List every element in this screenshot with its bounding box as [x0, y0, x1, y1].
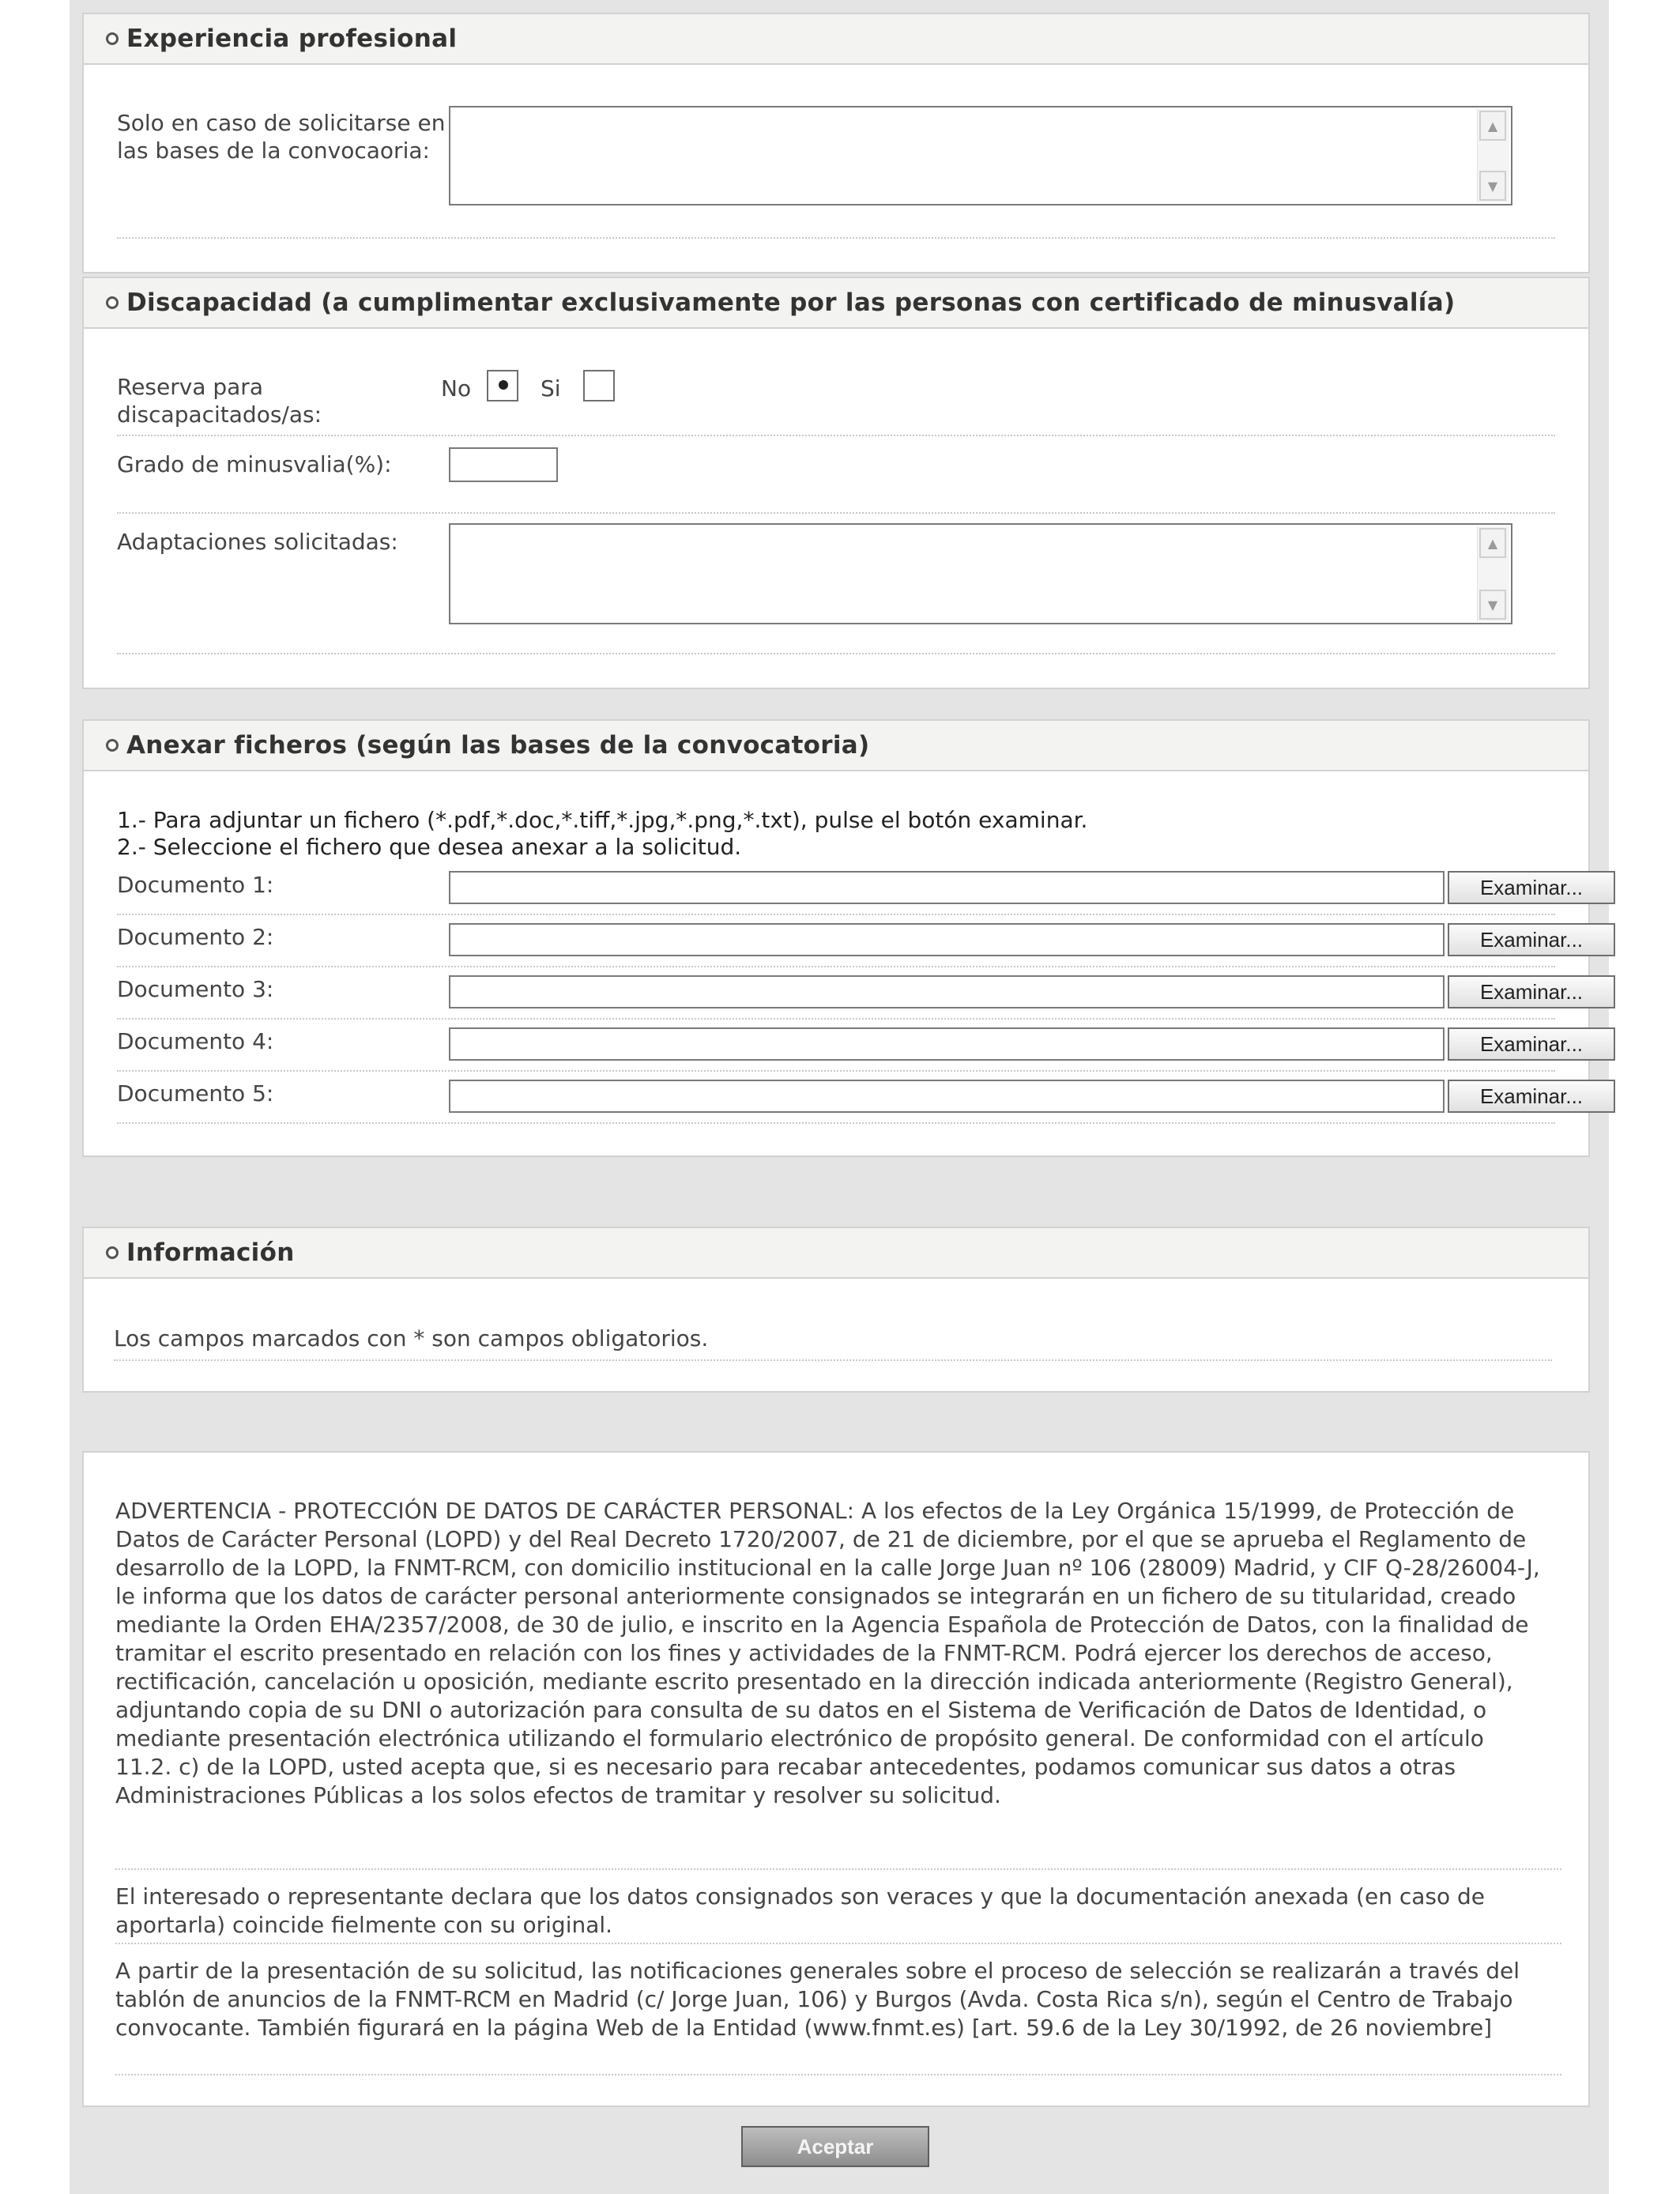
bullet-icon [106, 739, 119, 752]
divider [117, 512, 1555, 514]
informacion-panel [82, 1227, 1590, 1393]
instruction-1: 1.- Para adjuntar un fichero (*.pdf,*.doc,*.tiff,*.jpg,*.png,*.txt), pulse el botón examinar. [117, 807, 1088, 833]
document-4-file-input[interactable] [449, 1027, 1445, 1061]
grado-input[interactable] [449, 447, 558, 482]
document-4-browse-button[interactable]: Examinar... [1448, 1027, 1615, 1061]
document-5-browse-button[interactable]: Examinar... [1448, 1080, 1615, 1113]
reserva-no-label: No [441, 375, 472, 401]
experiencia-textarea[interactable] [449, 106, 1512, 205]
textarea-scrollbar[interactable] [1477, 526, 1509, 621]
legal-paragraph-3: A partir de la presentación de su solicitud, las notificaciones generales sobre el proceso de selección se realizarán a través del tablón de anuncios de la FNMT-RCM en Madrid (c/ Jorge Juan, 106) y Burgos (Avda. Costa Rica s/n), según el Centro de Trabajo convocante. También figurará en la página Web de la Entidad (www.fnmt.es) [art. 59.6 de la Ley 30/1992, de 26 noviembre] [115, 1958, 1520, 2041]
anexar-title: Anexar ficheros (según las bases de la convocatoria) [126, 731, 870, 760]
divider [117, 435, 1555, 436]
discapacidad-panel [82, 277, 1590, 689]
instruction-2: 2.- Seleccione el fichero que desea anexar a la solicitud. [117, 834, 742, 860]
document-2-browse-button[interactable]: Examinar... [1448, 923, 1615, 956]
scroll-up-icon[interactable]: ▲ [1479, 111, 1506, 141]
document-2-file-input[interactable] [449, 923, 1445, 956]
document-5-file-input[interactable] [449, 1080, 1445, 1113]
experiencia-header [84, 14, 1588, 65]
informacion-text: Los campos marcados con * son campos obligatorios. [114, 1325, 709, 1351]
bullet-icon [106, 296, 119, 309]
radio-checked-dot [499, 380, 508, 390]
informacion-header [84, 1228, 1588, 1279]
document-4-label: Documento 4: [117, 1028, 274, 1054]
document-2-label: Documento 2: [117, 924, 274, 950]
legal-paragraph-1: ADVERTENCIA - PROTECCIÓN DE DATOS DE CARÁCTER PERSONAL: A los efectos de la Ley Orgánica 15/1999, de Protección de Datos de Carácter Personal (LOPD) y del Real Decreto 1720/2007, de 21 de diciembre, por el que se aprueba el Reglamento de desarrollo de la LOPD, la FNMT-RCM, con domicilio institucional en la calle Jorge Juan nº 106 (28009) Madrid, y CIF Q-28/26004-J, le informa que los datos de carácter personal anteriormente consignados se integrarán en un fichero de su titularidad, creado mediante la Orden EHA/2357/2008, de 30 de julio, e inscrito en la Agencia Española de Protección de Datos, con la finalidad de tramitar el escrito presentado en relación con los fines y actividades de la FNMT-RCM. Podrá ejercer los derechos de acceso, rectificación, cancelación u oposición, mediante escrito presentado en la dirección indicada anteriormente (Registro General), adjuntando copia de su DNI o autorización para consulta de su datos en el Sistema de Verificación de Datos de Identidad, o mediante presentación electrónica utilizando el formulario electrónico de propósito general. De conformidad con el artículo 11.2. c) de la LOPD, usted acepta que, si es necesario para recabar antecedentes, podamos comunicar sus datos a otras Administraciones Públicas a los solos efectos de tramitar y resolver su solicitud. [115, 1498, 1540, 1808]
divider [115, 1868, 1561, 1870]
grado-label: Grado de minusvalia(%): [117, 451, 392, 477]
document-1-file-input[interactable] [449, 871, 1445, 904]
experiencia-title: Experiencia profesional [126, 25, 458, 53]
document-3-file-input[interactable] [449, 975, 1445, 1008]
scroll-up-icon[interactable]: ▲ [1479, 528, 1506, 558]
divider [117, 653, 1555, 654]
bullet-icon [106, 1246, 119, 1259]
anexar-panel [82, 719, 1590, 1157]
reserva-si-label: Si [541, 375, 561, 401]
divider [117, 1122, 1555, 1124]
divider [114, 1359, 1552, 1361]
discapacidad-title: Discapacidad (a cumplimentar exclusivamente por las personas con certificado de minusvalía) [126, 288, 1456, 317]
reserva-no-radio[interactable] [487, 370, 518, 401]
experiencia-panel [82, 13, 1590, 273]
anexar-header [84, 721, 1588, 771]
experiencia-label: Solo en caso de solicitarse en las bases de la convocaoria: [117, 110, 446, 164]
informacion-title: Información [126, 1238, 295, 1267]
divider [117, 1070, 1555, 1072]
textarea-scrollbar[interactable] [1477, 109, 1509, 202]
adaptaciones-label: Adaptaciones solicitadas: [117, 529, 398, 555]
reserva-label: Reserva para discapacitados/as: [117, 374, 322, 428]
document-3-label: Documento 3: [117, 976, 274, 1002]
adaptaciones-textarea[interactable] [449, 523, 1512, 624]
divider [117, 914, 1555, 915]
divider [117, 237, 1555, 239]
legal-paragraph-2: El interesado o representante declara que los datos consignados son veraces y que la documentación anexada (en caso de aportarla) coincide fielmente con su original. [115, 1883, 1486, 1938]
divider [115, 1943, 1561, 1944]
document-5-label: Documento 5: [117, 1080, 274, 1106]
reserva-si-radio[interactable] [583, 370, 615, 401]
divider [117, 966, 1555, 967]
divider [115, 2074, 1561, 2075]
divider [117, 1018, 1555, 1020]
document-3-browse-button[interactable]: Examinar... [1448, 975, 1615, 1008]
discapacidad-header [84, 278, 1588, 329]
document-1-browse-button[interactable]: Examinar... [1448, 871, 1615, 904]
bullet-icon [106, 32, 119, 45]
scroll-down-icon[interactable]: ▼ [1479, 590, 1506, 620]
legal-panel [82, 1451, 1590, 2107]
accept-button[interactable]: Aceptar [741, 2126, 929, 2167]
document-1-label: Documento 1: [117, 872, 274, 898]
scroll-down-icon[interactable]: ▼ [1479, 171, 1506, 201]
